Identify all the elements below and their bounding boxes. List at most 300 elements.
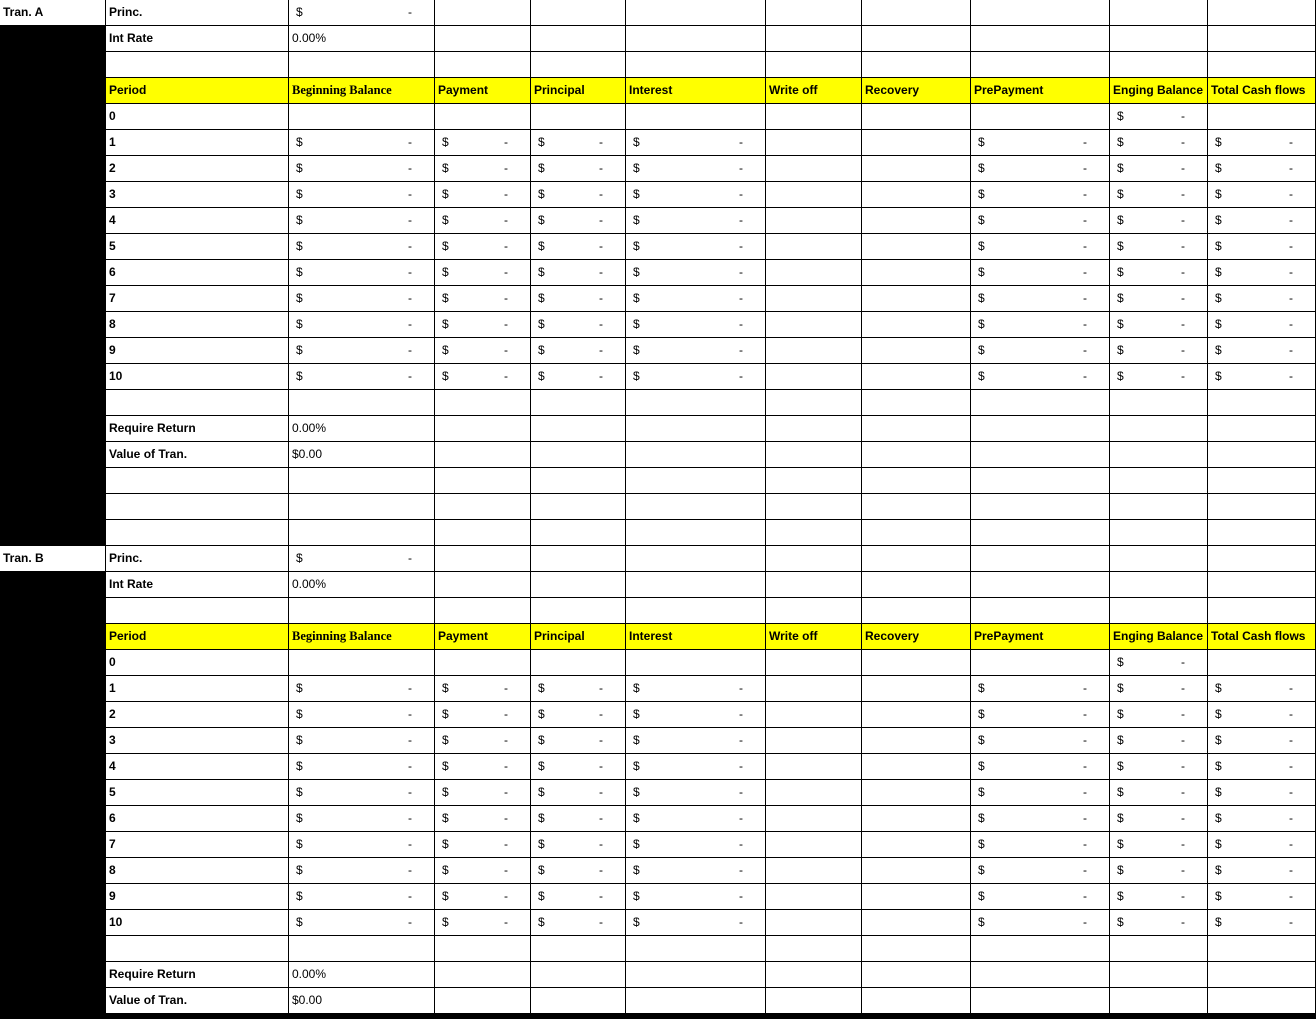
period-cell[interactable]: [766, 806, 862, 832]
period-cell[interactable]: [435, 858, 531, 884]
period-cell[interactable]: [1110, 780, 1208, 806]
blank-cell[interactable]: [971, 598, 1110, 624]
period-cell[interactable]: [289, 312, 435, 338]
blank-cell[interactable]: [531, 936, 626, 962]
period-cell[interactable]: [766, 208, 862, 234]
period-cell[interactable]: [766, 234, 862, 260]
period-cell[interactable]: [435, 676, 531, 702]
blank-cell[interactable]: [289, 936, 435, 962]
princ-cell[interactable]: [626, 546, 766, 572]
period-cell[interactable]: [106, 260, 289, 286]
period0-cell[interactable]: [1110, 650, 1208, 676]
period0-cell[interactable]: [435, 104, 531, 130]
period-cell[interactable]: [1208, 728, 1316, 754]
period-cell[interactable]: [766, 910, 862, 936]
req-cell[interactable]: [1208, 962, 1316, 988]
rate-cell[interactable]: [971, 26, 1110, 52]
period0-cell[interactable]: [971, 650, 1110, 676]
column-header[interactable]: [766, 78, 862, 104]
blank-cell[interactable]: [106, 520, 289, 546]
blank-cell[interactable]: [435, 390, 531, 416]
princ-cell[interactable]: [1110, 0, 1208, 26]
val-cell[interactable]: [971, 442, 1110, 468]
period-cell[interactable]: [289, 130, 435, 156]
period-cell[interactable]: [1208, 260, 1316, 286]
val-cell[interactable]: [766, 988, 862, 1014]
period-cell[interactable]: [1110, 260, 1208, 286]
period-cell[interactable]: [766, 780, 862, 806]
period-cell[interactable]: [626, 130, 766, 156]
req-cell[interactable]: [862, 416, 971, 442]
period-cell[interactable]: [1208, 156, 1316, 182]
req-cell[interactable]: [971, 416, 1110, 442]
blank-cell[interactable]: [106, 468, 289, 494]
blank-cell[interactable]: [106, 390, 289, 416]
blank-cell[interactable]: [435, 936, 531, 962]
blank-cell[interactable]: [626, 52, 766, 78]
period-cell[interactable]: [971, 156, 1110, 182]
period-cell[interactable]: [106, 130, 289, 156]
rate-cell[interactable]: [1110, 572, 1208, 598]
period-cell[interactable]: [862, 728, 971, 754]
period-cell[interactable]: [1110, 338, 1208, 364]
period0-cell[interactable]: [971, 104, 1110, 130]
period-cell[interactable]: [1208, 130, 1316, 156]
period-cell[interactable]: [289, 702, 435, 728]
period-cell[interactable]: [626, 286, 766, 312]
blank-cell[interactable]: [289, 494, 435, 520]
period-cell[interactable]: [435, 156, 531, 182]
blank-cell[interactable]: [531, 598, 626, 624]
blank-cell[interactable]: [766, 494, 862, 520]
princ-cell[interactable]: [435, 546, 531, 572]
blank-cell[interactable]: [289, 598, 435, 624]
period-cell[interactable]: [289, 780, 435, 806]
blank-cell[interactable]: [971, 468, 1110, 494]
blank-cell[interactable]: [626, 390, 766, 416]
period-cell[interactable]: [626, 780, 766, 806]
period-cell[interactable]: [626, 234, 766, 260]
period-cell[interactable]: [626, 312, 766, 338]
rate-cell[interactable]: [1208, 26, 1316, 52]
val-cell[interactable]: [626, 442, 766, 468]
period-cell[interactable]: [862, 182, 971, 208]
period-cell[interactable]: [971, 780, 1110, 806]
period-cell[interactable]: [531, 780, 626, 806]
column-header[interactable]: [626, 78, 766, 104]
column-header[interactable]: [766, 624, 862, 650]
column-header[interactable]: [626, 624, 766, 650]
period-cell[interactable]: [289, 832, 435, 858]
req-cell[interactable]: [766, 416, 862, 442]
princ-cell[interactable]: [1208, 546, 1316, 572]
period0-cell[interactable]: [531, 650, 626, 676]
req-cell[interactable]: [289, 416, 435, 442]
blank-cell[interactable]: [531, 390, 626, 416]
period-cell[interactable]: [971, 260, 1110, 286]
transaction-label[interactable]: [0, 546, 106, 572]
period-cell[interactable]: [626, 754, 766, 780]
blank-cell[interactable]: [626, 494, 766, 520]
princ-cell[interactable]: [435, 0, 531, 26]
period-cell[interactable]: [435, 260, 531, 286]
period-cell[interactable]: [1208, 338, 1316, 364]
period-cell[interactable]: [289, 286, 435, 312]
val-cell[interactable]: [1110, 442, 1208, 468]
period-cell[interactable]: [435, 234, 531, 260]
blank-cell[interactable]: [626, 598, 766, 624]
val-cell[interactable]: [289, 442, 435, 468]
val-cell[interactable]: [862, 442, 971, 468]
column-header[interactable]: [106, 78, 289, 104]
period-cell[interactable]: [435, 312, 531, 338]
period-cell[interactable]: [766, 130, 862, 156]
period-cell[interactable]: [1208, 182, 1316, 208]
period-cell[interactable]: [289, 754, 435, 780]
blank-cell[interactable]: [971, 494, 1110, 520]
period-cell[interactable]: [1110, 676, 1208, 702]
period-cell[interactable]: [862, 702, 971, 728]
transaction-label[interactable]: [0, 0, 106, 26]
period-cell[interactable]: [289, 910, 435, 936]
blank-cell[interactable]: [106, 936, 289, 962]
period-cell[interactable]: [531, 130, 626, 156]
period-cell[interactable]: [626, 858, 766, 884]
blank-cell[interactable]: [766, 520, 862, 546]
period-cell[interactable]: [106, 286, 289, 312]
period-cell[interactable]: [1208, 754, 1316, 780]
period-cell[interactable]: [531, 832, 626, 858]
period-cell[interactable]: [971, 676, 1110, 702]
period-cell[interactable]: [766, 286, 862, 312]
period0-cell[interactable]: [862, 650, 971, 676]
rate-cell[interactable]: [862, 572, 971, 598]
blank-cell[interactable]: [1110, 52, 1208, 78]
val-cell[interactable]: [766, 442, 862, 468]
period-cell[interactable]: [626, 364, 766, 390]
period-cell[interactable]: [289, 728, 435, 754]
period-cell[interactable]: [106, 728, 289, 754]
blank-cell[interactable]: [862, 390, 971, 416]
blank-cell[interactable]: [766, 936, 862, 962]
blank-cell[interactable]: [1110, 390, 1208, 416]
column-header[interactable]: [1110, 624, 1208, 650]
period-cell[interactable]: [531, 182, 626, 208]
req-cell[interactable]: [435, 962, 531, 988]
req-cell[interactable]: [531, 962, 626, 988]
period-cell[interactable]: [1208, 208, 1316, 234]
period-cell[interactable]: [1208, 364, 1316, 390]
blank-cell[interactable]: [971, 390, 1110, 416]
period-cell[interactable]: [862, 832, 971, 858]
period-cell[interactable]: [766, 260, 862, 286]
period-cell[interactable]: [862, 130, 971, 156]
period-cell[interactable]: [1110, 910, 1208, 936]
period-cell[interactable]: [971, 182, 1110, 208]
period-cell[interactable]: [531, 910, 626, 936]
column-header[interactable]: [1208, 78, 1316, 104]
period-cell[interactable]: [289, 338, 435, 364]
req-cell[interactable]: [1110, 962, 1208, 988]
princ-cell[interactable]: [289, 546, 435, 572]
blank-cell[interactable]: [1208, 52, 1316, 78]
blank-cell[interactable]: [766, 390, 862, 416]
val-cell[interactable]: [1208, 988, 1316, 1014]
period-cell[interactable]: [1208, 780, 1316, 806]
period-cell[interactable]: [106, 234, 289, 260]
period-cell[interactable]: [862, 338, 971, 364]
blank-cell[interactable]: [1208, 468, 1316, 494]
period-cell[interactable]: [435, 130, 531, 156]
blank-cell[interactable]: [435, 520, 531, 546]
period-cell[interactable]: [862, 858, 971, 884]
period-cell[interactable]: [435, 338, 531, 364]
period-cell[interactable]: [1208, 286, 1316, 312]
val-cell[interactable]: [531, 988, 626, 1014]
blank-cell[interactable]: [531, 520, 626, 546]
period0-cell[interactable]: [435, 650, 531, 676]
rate-cell[interactable]: [766, 572, 862, 598]
period-cell[interactable]: [289, 858, 435, 884]
period-cell[interactable]: [106, 806, 289, 832]
period-cell[interactable]: [766, 364, 862, 390]
req-cell[interactable]: [1110, 416, 1208, 442]
blank-cell[interactable]: [626, 520, 766, 546]
req-cell[interactable]: [106, 416, 289, 442]
blank-cell[interactable]: [1208, 494, 1316, 520]
period-cell[interactable]: [971, 312, 1110, 338]
period-cell[interactable]: [626, 676, 766, 702]
period-cell[interactable]: [531, 364, 626, 390]
blank-cell[interactable]: [971, 936, 1110, 962]
period-cell[interactable]: [1110, 754, 1208, 780]
period-cell[interactable]: [531, 208, 626, 234]
period0-cell[interactable]: [289, 104, 435, 130]
period-cell[interactable]: [289, 208, 435, 234]
period0-cell[interactable]: [766, 104, 862, 130]
period-cell[interactable]: [766, 728, 862, 754]
period0-cell[interactable]: [531, 104, 626, 130]
blank-cell[interactable]: [862, 52, 971, 78]
period-cell[interactable]: [1110, 182, 1208, 208]
column-header[interactable]: [971, 624, 1110, 650]
period-cell[interactable]: [106, 910, 289, 936]
period0-cell[interactable]: [106, 104, 289, 130]
period-cell[interactable]: [1110, 130, 1208, 156]
blank-cell[interactable]: [1110, 598, 1208, 624]
blank-cell[interactable]: [289, 52, 435, 78]
period0-cell[interactable]: [626, 104, 766, 130]
period-cell[interactable]: [435, 364, 531, 390]
period-cell[interactable]: [106, 676, 289, 702]
req-cell[interactable]: [289, 962, 435, 988]
princ-cell[interactable]: [531, 546, 626, 572]
val-cell[interactable]: [1110, 988, 1208, 1014]
period-cell[interactable]: [862, 676, 971, 702]
period-cell[interactable]: [626, 884, 766, 910]
blank-cell[interactable]: [531, 468, 626, 494]
period-cell[interactable]: [435, 884, 531, 910]
val-cell[interactable]: [106, 442, 289, 468]
val-cell[interactable]: [862, 988, 971, 1014]
blank-cell[interactable]: [626, 936, 766, 962]
val-cell[interactable]: [435, 988, 531, 1014]
period-cell[interactable]: [1208, 806, 1316, 832]
blank-cell[interactable]: [289, 468, 435, 494]
period-cell[interactable]: [106, 702, 289, 728]
period-cell[interactable]: [106, 832, 289, 858]
period-cell[interactable]: [531, 260, 626, 286]
req-cell[interactable]: [862, 962, 971, 988]
blank-cell[interactable]: [766, 468, 862, 494]
period-cell[interactable]: [289, 676, 435, 702]
column-header[interactable]: [1110, 78, 1208, 104]
period-cell[interactable]: [766, 156, 862, 182]
blank-cell[interactable]: [106, 52, 289, 78]
period-cell[interactable]: [1208, 832, 1316, 858]
period-cell[interactable]: [435, 728, 531, 754]
period0-cell[interactable]: [1208, 104, 1316, 130]
period-cell[interactable]: [862, 754, 971, 780]
req-cell[interactable]: [766, 962, 862, 988]
period-cell[interactable]: [1208, 702, 1316, 728]
period-cell[interactable]: [1110, 208, 1208, 234]
blank-cell[interactable]: [531, 52, 626, 78]
period-cell[interactable]: [766, 754, 862, 780]
period-cell[interactable]: [435, 910, 531, 936]
princ-cell[interactable]: [1110, 546, 1208, 572]
period-cell[interactable]: [1110, 286, 1208, 312]
period-cell[interactable]: [289, 806, 435, 832]
period-cell[interactable]: [766, 858, 862, 884]
val-cell[interactable]: [531, 442, 626, 468]
period-cell[interactable]: [971, 234, 1110, 260]
rate-cell[interactable]: [1208, 572, 1316, 598]
column-header[interactable]: [106, 624, 289, 650]
period-cell[interactable]: [971, 728, 1110, 754]
period-cell[interactable]: [626, 702, 766, 728]
blank-cell[interactable]: [626, 468, 766, 494]
period-cell[interactable]: [971, 130, 1110, 156]
period-cell[interactable]: [862, 286, 971, 312]
blank-cell[interactable]: [862, 494, 971, 520]
period-cell[interactable]: [1208, 858, 1316, 884]
period-cell[interactable]: [531, 156, 626, 182]
princ-cell[interactable]: [766, 546, 862, 572]
blank-cell[interactable]: [1110, 494, 1208, 520]
period-cell[interactable]: [971, 754, 1110, 780]
period-cell[interactable]: [531, 234, 626, 260]
blank-cell[interactable]: [862, 598, 971, 624]
period-cell[interactable]: [1110, 234, 1208, 260]
period-cell[interactable]: [106, 312, 289, 338]
period-cell[interactable]: [626, 806, 766, 832]
period-cell[interactable]: [766, 702, 862, 728]
period-cell[interactable]: [289, 182, 435, 208]
blank-cell[interactable]: [766, 52, 862, 78]
column-header[interactable]: [862, 78, 971, 104]
period-cell[interactable]: [106, 364, 289, 390]
blank-cell[interactable]: [766, 598, 862, 624]
period-cell[interactable]: [1110, 832, 1208, 858]
req-cell[interactable]: [435, 416, 531, 442]
period-cell[interactable]: [531, 858, 626, 884]
blank-cell[interactable]: [1208, 520, 1316, 546]
column-header[interactable]: [971, 78, 1110, 104]
period-cell[interactable]: [531, 728, 626, 754]
period-cell[interactable]: [626, 260, 766, 286]
period-cell[interactable]: [531, 312, 626, 338]
period-cell[interactable]: [862, 234, 971, 260]
val-cell[interactable]: [1208, 442, 1316, 468]
column-header[interactable]: [289, 624, 435, 650]
period-cell[interactable]: [435, 780, 531, 806]
period-cell[interactable]: [106, 182, 289, 208]
period-cell[interactable]: [1110, 364, 1208, 390]
period-cell[interactable]: [435, 208, 531, 234]
blank-cell[interactable]: [106, 598, 289, 624]
period0-cell[interactable]: [626, 650, 766, 676]
period-cell[interactable]: [971, 858, 1110, 884]
period-cell[interactable]: [862, 312, 971, 338]
period-cell[interactable]: [106, 780, 289, 806]
rate-cell[interactable]: [1110, 26, 1208, 52]
val-cell[interactable]: [289, 988, 435, 1014]
period-cell[interactable]: [862, 364, 971, 390]
period-cell[interactable]: [971, 832, 1110, 858]
rate-cell[interactable]: [862, 26, 971, 52]
period0-cell[interactable]: [106, 650, 289, 676]
period-cell[interactable]: [106, 338, 289, 364]
column-header[interactable]: [531, 624, 626, 650]
period-cell[interactable]: [971, 910, 1110, 936]
rate-cell[interactable]: [289, 572, 435, 598]
princ-cell[interactable]: [106, 546, 289, 572]
blank-cell[interactable]: [1110, 468, 1208, 494]
blank-cell[interactable]: [971, 52, 1110, 78]
period-cell[interactable]: [531, 676, 626, 702]
period-cell[interactable]: [289, 260, 435, 286]
period0-cell[interactable]: [1110, 104, 1208, 130]
period-cell[interactable]: [531, 754, 626, 780]
req-cell[interactable]: [626, 962, 766, 988]
req-cell[interactable]: [106, 962, 289, 988]
blank-cell[interactable]: [1110, 520, 1208, 546]
period-cell[interactable]: [862, 208, 971, 234]
blank-cell[interactable]: [862, 936, 971, 962]
rate-cell[interactable]: [626, 572, 766, 598]
princ-cell[interactable]: [971, 546, 1110, 572]
period-cell[interactable]: [1110, 312, 1208, 338]
period-cell[interactable]: [106, 754, 289, 780]
period-cell[interactable]: [531, 884, 626, 910]
period-cell[interactable]: [531, 338, 626, 364]
blank-cell[interactable]: [435, 52, 531, 78]
princ-cell[interactable]: [626, 0, 766, 26]
period-cell[interactable]: [971, 364, 1110, 390]
period-cell[interactable]: [106, 156, 289, 182]
period-cell[interactable]: [862, 910, 971, 936]
period-cell[interactable]: [1110, 702, 1208, 728]
period-cell[interactable]: [766, 832, 862, 858]
rate-cell[interactable]: [106, 26, 289, 52]
period-cell[interactable]: [435, 182, 531, 208]
period-cell[interactable]: [626, 156, 766, 182]
blank-cell[interactable]: [1208, 390, 1316, 416]
rate-cell[interactable]: [626, 26, 766, 52]
period-cell[interactable]: [971, 286, 1110, 312]
req-cell[interactable]: [531, 416, 626, 442]
